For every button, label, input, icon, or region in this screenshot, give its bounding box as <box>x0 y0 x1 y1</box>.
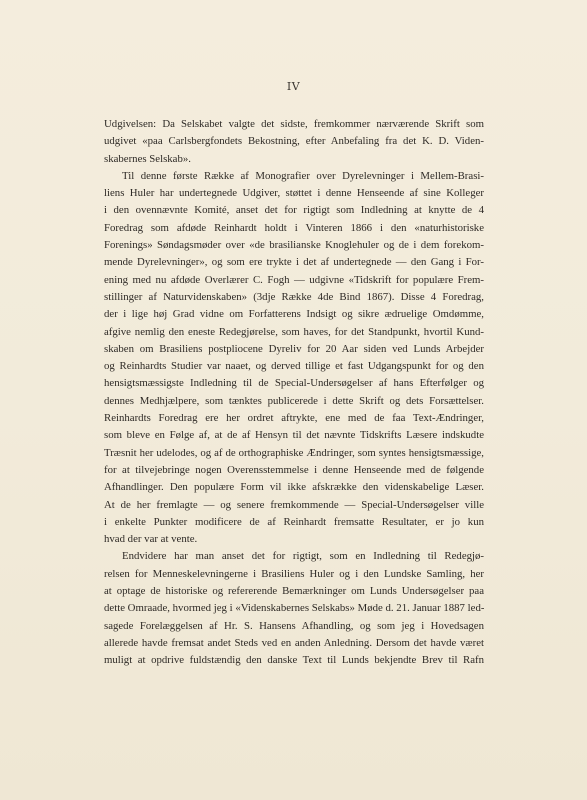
text-line: Foredrag som afdøde Reinhardt holdt i Vinteren 1866 i den «naturhistoriske <box>104 221 484 234</box>
text-line: for at tilvejebringe nogen Overensstemmelse i denne Henseende med de følgende <box>104 463 484 476</box>
text-line: Endvidere har man anset det for rigtigt, som en Indledning til Redegjø- <box>122 550 484 563</box>
text-line: Afhandlinger. Den populære Form vil ikke afskrække den videnskabelige Læser. <box>104 481 484 494</box>
text-line: Reinhardts Foredrag ere her ordret aftrykte, ene med de faa Text-Ændringer, <box>104 412 484 425</box>
text-line: stillinger af Naturvidenskaben» (3dje Række 4de Bind 1867). Disse 4 Foredrag, <box>104 290 484 303</box>
text-line: Til denne første Række af Monografier over Dyrelevninger i Mellem-Brasi- <box>122 169 484 182</box>
text-line: relsen for Menneskelevningerne i Brasiliens Huler og i den Lundske Samling, her <box>104 567 484 580</box>
text-line: skabernes Selskab». <box>104 152 191 165</box>
text-line: i enkelte Punkter modificere de af Reinhardt fremsatte Resultater, er jo kun <box>104 515 484 528</box>
text-line: mende Dyrelevninger», og som ere trykte i det af undertegnede — den Gang i For- <box>104 256 484 269</box>
text-line: at optage de historiske og refererende Bemærkninger om Lunds Undersøgelser paa <box>104 585 484 598</box>
page-number: IV <box>286 80 301 93</box>
text-line: hvad der var at vente. <box>104 533 198 546</box>
text-line: i den ovennævnte Komité, anset det for rigtigt som Indledning at knytte de 4 <box>104 204 484 217</box>
text-line: afgive nemlig den eneste Redegjørelse, som haves, for det Standpunkt, hvortil Kund- <box>104 325 484 338</box>
text-line: liens Huler har undertegnede Udgiver, støttet i denne Henseende af sine Kolleger <box>104 187 484 200</box>
text-line: sagede Forelæggelsen af Hr. S. Hansens Afhandling, og som jeg i Hovedsagen <box>104 619 484 632</box>
text-line: Forenings» Søndagsmøder over «de brasilianske Knoglehuler og de i dem forekom- <box>104 239 484 252</box>
text-line: Træsnit her udelodes, og af de orthographiske Ændringer, som syntes hensigtsmæssige, <box>104 446 484 459</box>
text-line: allerede havde fremsat andet Steds ved en anden Anledning. Dersom det havde været <box>104 636 484 649</box>
text-line: ening med nu afdøde Overlærer C. Fogh — udgivne «Tidskrift for populære Frem- <box>104 273 484 286</box>
text-line: dennes Medhjælpere, som tænktes publicerede i dette Skrift og dets Forsættelser. <box>104 394 484 407</box>
text-line: hensigtsmæssigste Indledning til de Special-Undersøgelser af hans Efterfølger og <box>104 377 484 390</box>
text-line: At de her fremlagte — og senere fremkommende — Special-Undersøgelser ville <box>104 498 484 511</box>
text-line: udgivet «paa Carlsbergfondets Bekostning, efter Anbefaling fra det K. D. Viden- <box>104 135 484 148</box>
body-text <box>104 116 484 670</box>
text-line: og Reinhardts Studier var naaet, og derved tillige et fast Udgangspunkt for og den <box>104 360 484 373</box>
text-line: som bleve en Følge af, at de af Hensyn til det nævnte Tidskrifts Læsere indskudte <box>104 429 484 442</box>
text-line: der i lige høj Grad vidne om Forfatterens Indsigt og sikre ædruelige Omdømme, <box>104 308 484 321</box>
text-line: Udgivelsen: Da Selskabet valgte det sidste, fremkommer nærværende Skrift som <box>104 118 484 130</box>
text-line: muligt at opdrive fuldstændig den danske Text til Lunds bekjendte Brev til Rafn <box>104 654 484 667</box>
text-line: dette Omraade, hvormed jeg i «Videnskabernes Selskabs» Møde d. 21. Januar 1887 led- <box>104 602 484 615</box>
text-line: skaben om Brasiliens postpliocene Dyreliv for 20 Aar siden ved Lunds Arbejder <box>104 342 484 355</box>
